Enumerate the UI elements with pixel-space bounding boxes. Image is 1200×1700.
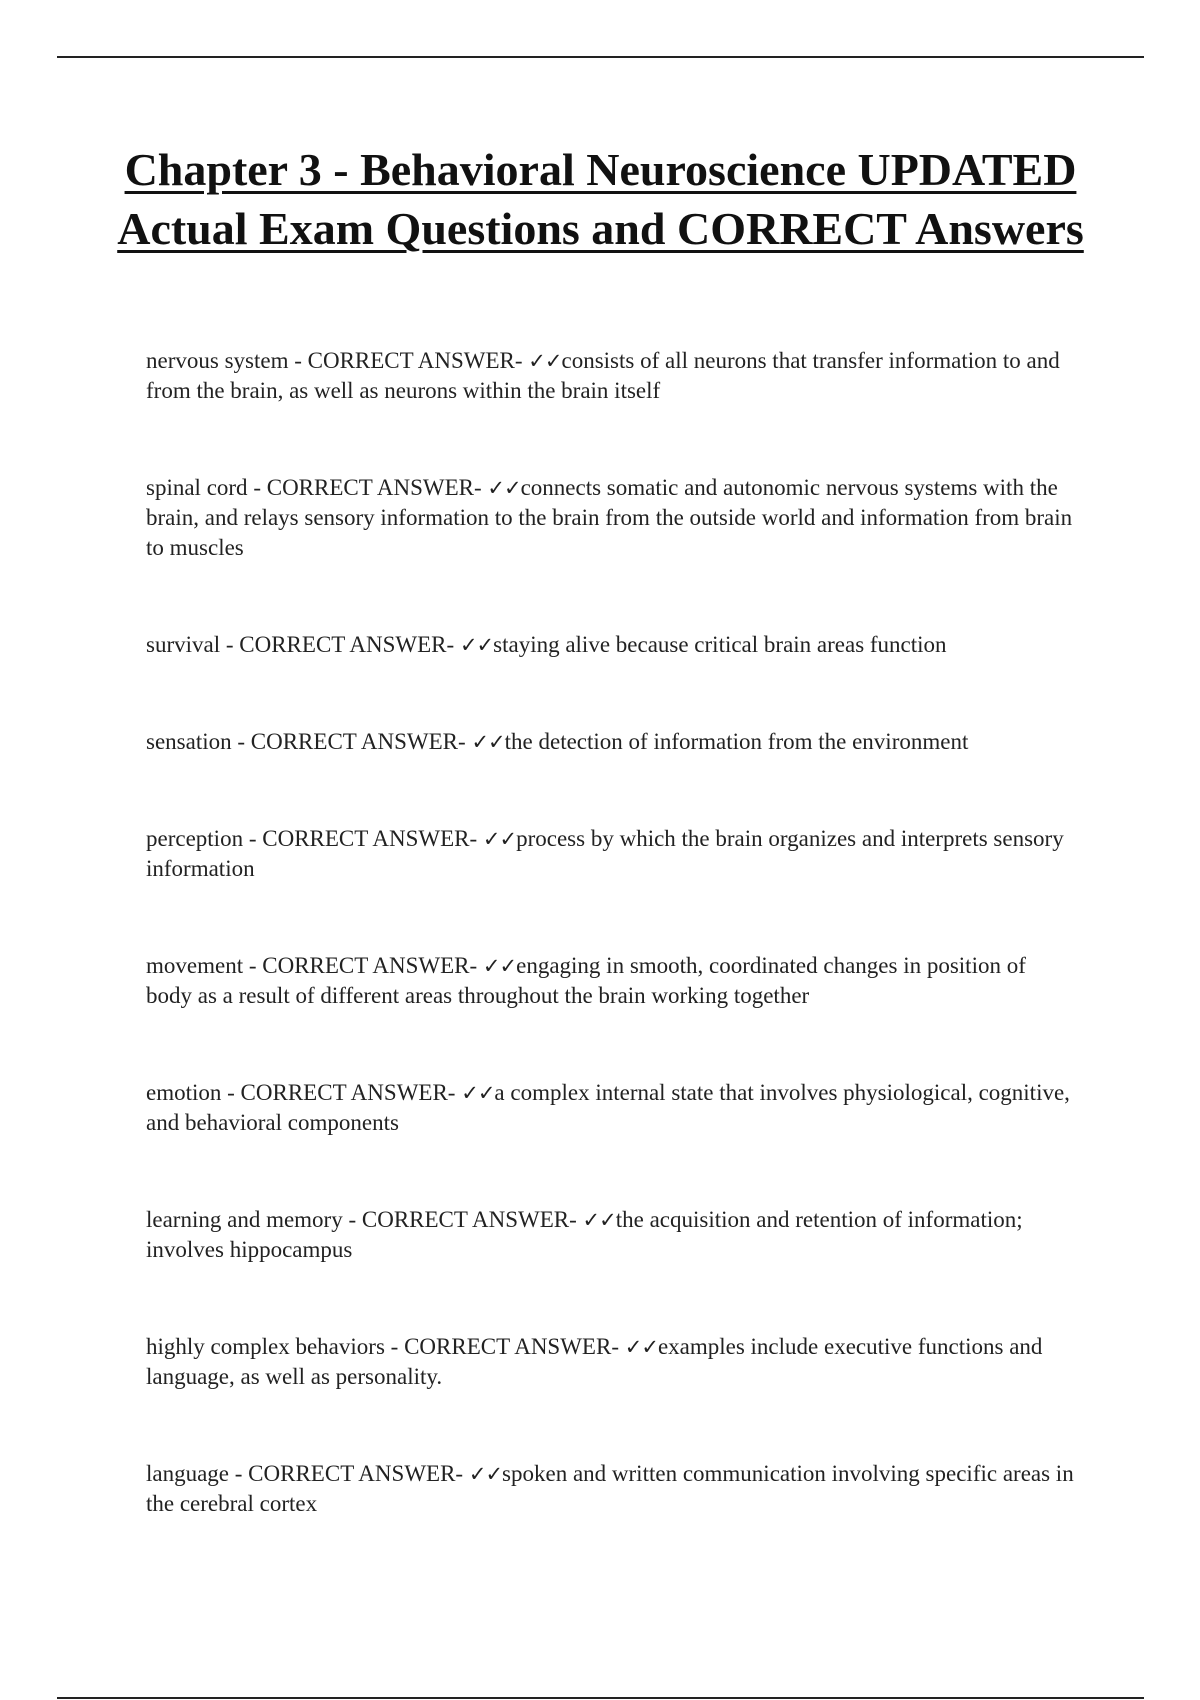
answer-label: - CORRECT ANSWER- [342, 1207, 583, 1232]
check-icon: ✓✓ [482, 954, 517, 978]
list-item [146, 1332, 1076, 1459]
page-title [57, 140, 1144, 258]
entry-definition: the acquisition and retention of information; involves hippocampus [146, 1207, 1023, 1262]
answer-label: - CORRECT ANSWER- [221, 1080, 462, 1105]
list-item [146, 824, 1076, 951]
list-item [146, 1205, 1076, 1332]
entry-term: emotion [146, 1080, 222, 1105]
check-icon: ✓✓ [487, 476, 521, 500]
flashcard-list [146, 346, 1076, 1586]
answer-label: - CORRECT ANSWER- [243, 953, 483, 978]
check-icon: ✓✓ [624, 1335, 658, 1359]
check-icon: ✓✓ [471, 730, 505, 754]
list-item [146, 630, 1076, 727]
list-item [146, 346, 1076, 473]
check-icon: ✓✓ [528, 349, 562, 373]
list-item [146, 1459, 1076, 1586]
list-item [146, 473, 1076, 630]
entry-term: spinal cord [146, 475, 248, 500]
check-icon: ✓✓ [482, 827, 517, 851]
entry-definition: a complex internal state that involves physiological, cognitive, and behavioral components [146, 1080, 1070, 1135]
answer-label: - CORRECT ANSWER- [247, 475, 488, 500]
list-item [146, 1078, 1076, 1205]
page-title-text: Chapter 3 - Behavioral Neuroscience UPDATED Actual Exam Questions and CORRECT Answers [117, 144, 1084, 254]
top-divider [57, 56, 1144, 58]
list-item [146, 951, 1076, 1078]
entry-definition: examples include executive functions and language, as well as personality. [146, 1334, 1043, 1389]
entry-definition: consists of all neurons that transfer information to and from the brain, as well as neurons within the brain itself [146, 348, 1060, 403]
check-icon: ✓✓ [459, 633, 494, 657]
entry-term: survival [146, 632, 221, 657]
entry-term: highly complex behaviors [146, 1334, 385, 1359]
entry-term: learning and memory [146, 1207, 343, 1232]
entry-definition: engaging in smooth, coordinated changes in position of body as a result of different areas throughout the brain working together [146, 953, 1026, 1008]
answer-label: - CORRECT ANSWER- [220, 632, 460, 657]
list-item [146, 727, 1076, 824]
entry-term: perception [146, 826, 244, 851]
answer-label: - CORRECT ANSWER- [229, 1461, 469, 1486]
entry-definition: process by which the brain organizes and interprets sensory information [146, 826, 1064, 881]
entry-definition: the detection of information from the environment [504, 729, 969, 754]
answer-label: - CORRECT ANSWER- [384, 1334, 625, 1359]
entry-definition: connects somatic and autonomic nervous systems with the brain, and relays sensory information to the brain from the outside world and information from brain to muscles [146, 475, 1073, 560]
answer-label: - CORRECT ANSWER- [288, 348, 529, 373]
entry-term: movement [146, 953, 244, 978]
bottom-divider [57, 1697, 1144, 1699]
entry-term: language [146, 1461, 230, 1486]
answer-label: - CORRECT ANSWER- [243, 826, 483, 851]
entry-term: nervous system [146, 348, 289, 373]
entry-definition: staying alive because critical brain areas function [493, 632, 947, 657]
check-icon: ✓✓ [582, 1208, 616, 1232]
check-icon: ✓✓ [468, 1462, 503, 1486]
answer-label: - CORRECT ANSWER- [231, 729, 472, 754]
entry-term: sensation [146, 729, 232, 754]
entry-definition: spoken and written communication involving specific areas in the cerebral cortex [146, 1461, 1074, 1516]
check-icon: ✓✓ [461, 1081, 495, 1105]
